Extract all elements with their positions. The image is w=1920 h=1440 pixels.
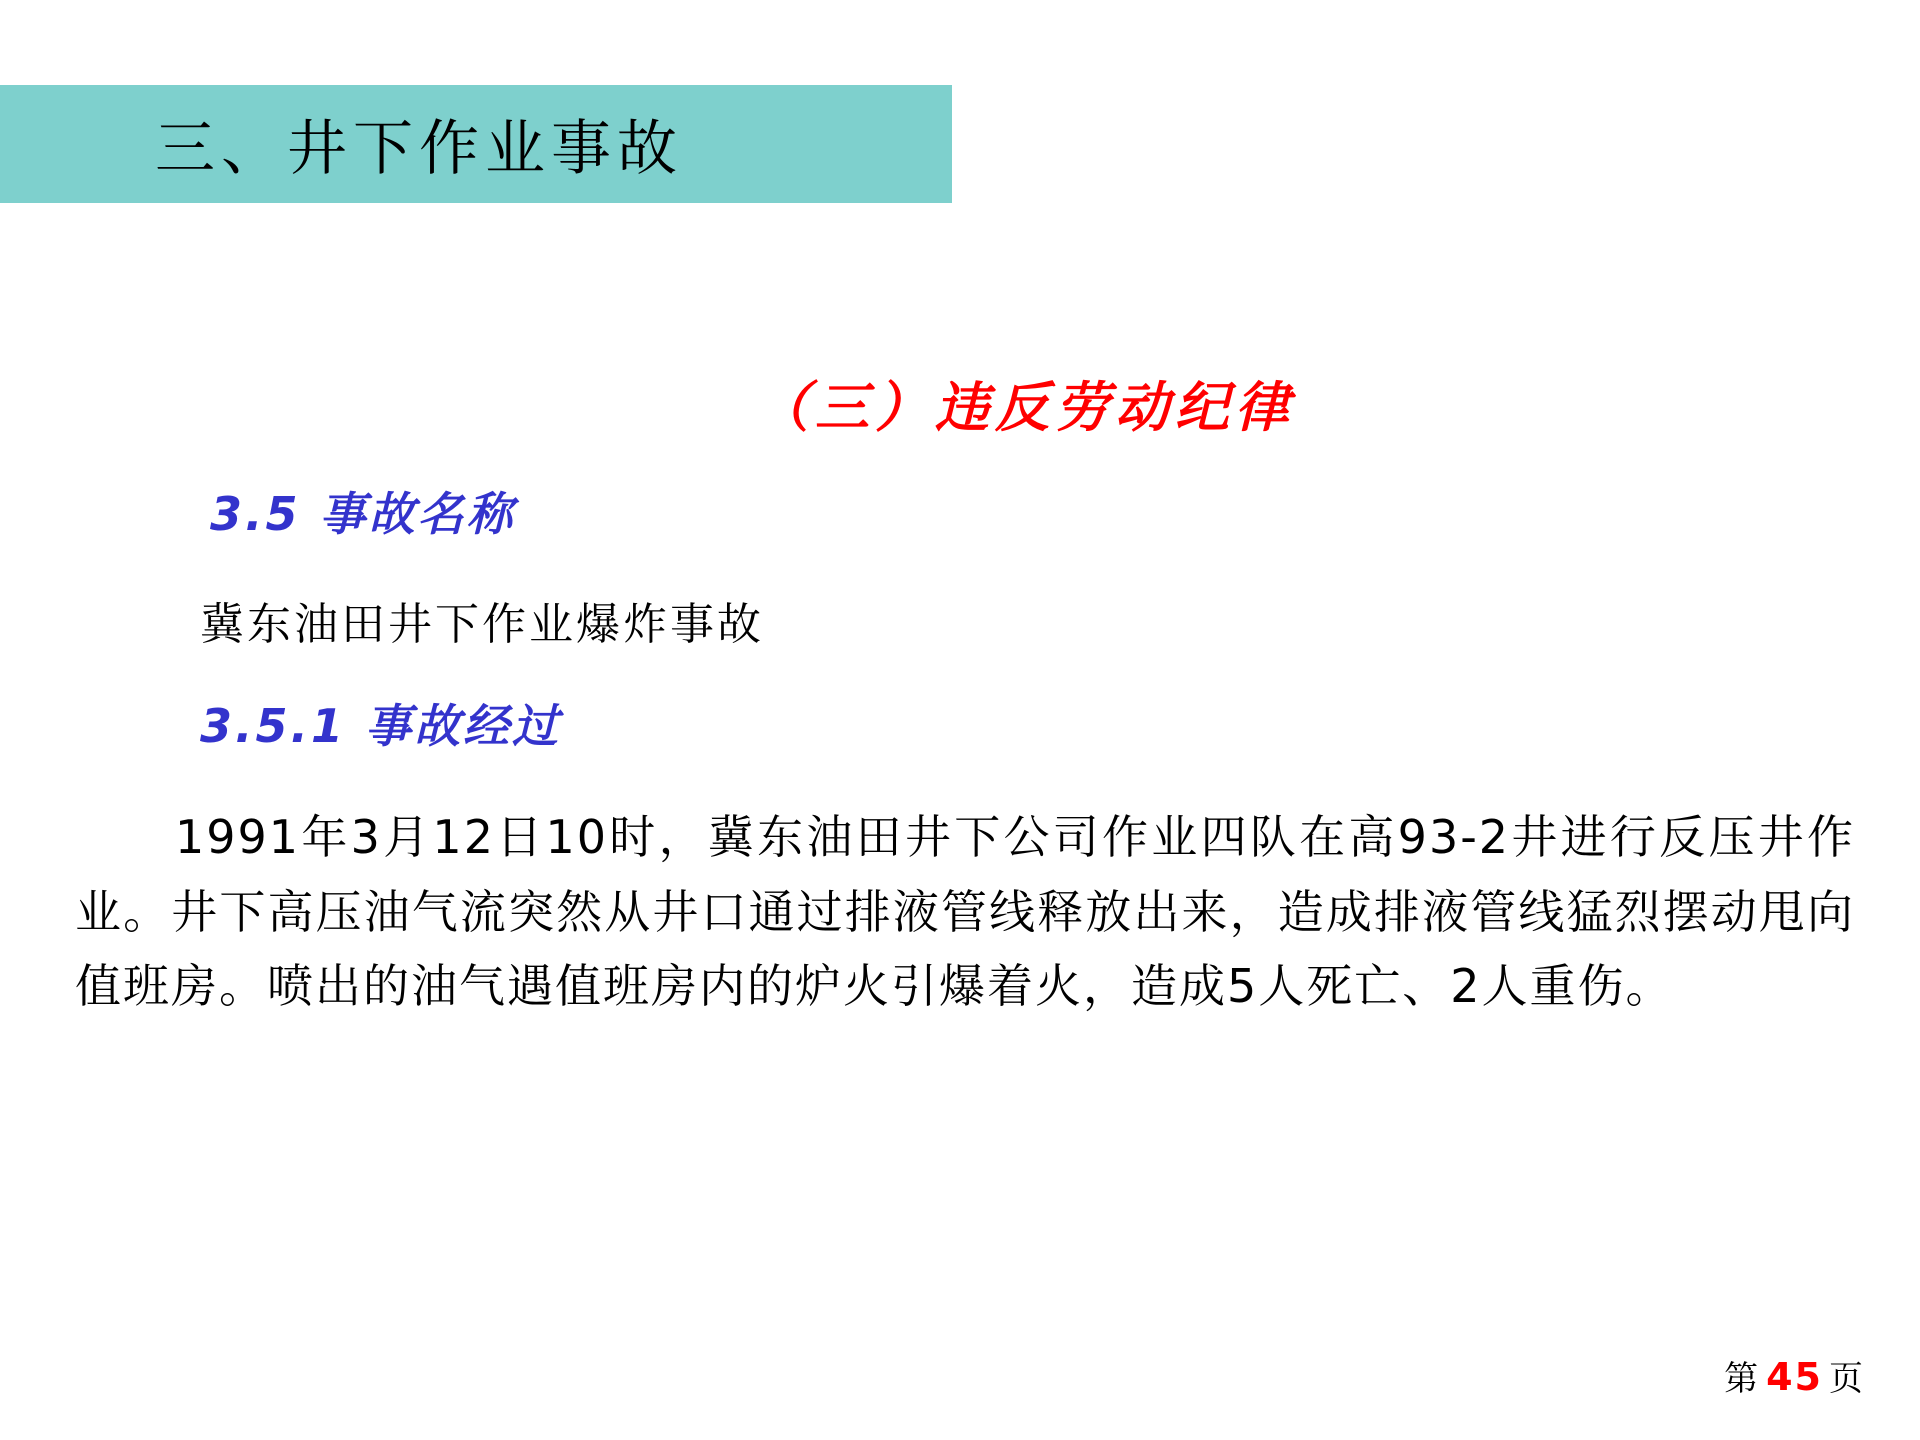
sub-heading-accident-name: 3.5 事故名称 bbox=[210, 487, 516, 541]
page-number: 45 bbox=[1766, 1355, 1823, 1399]
page-footer-prefix: 第 bbox=[1724, 1359, 1761, 1399]
section-heading: （三）违反劳动纪律 bbox=[755, 376, 1295, 439]
page-footer bbox=[1724, 1351, 1865, 1400]
page-footer-suffix: 页 bbox=[1829, 1359, 1865, 1399]
sub-heading-accident-process: 3.5.1 事故经过 bbox=[200, 699, 561, 753]
page-title: 三、井下作业事故 bbox=[155, 114, 683, 184]
slide-header-band bbox=[0, 85, 952, 203]
body-paragraph: 1991年3月12日10时，冀东油田井下公司作业四队在高93-2井进行反压井作业。井下高压油气流突然从井口通过排液管线释放出来，造成排液管线猛烈摆动甩向值班房。喷出的油气遇值班房内的炉火引爆着火，造成5人死亡、2人重伤。 bbox=[75, 810, 1855, 1014]
accident-name-text: 冀东油田井下作业爆炸事故 bbox=[200, 599, 764, 650]
